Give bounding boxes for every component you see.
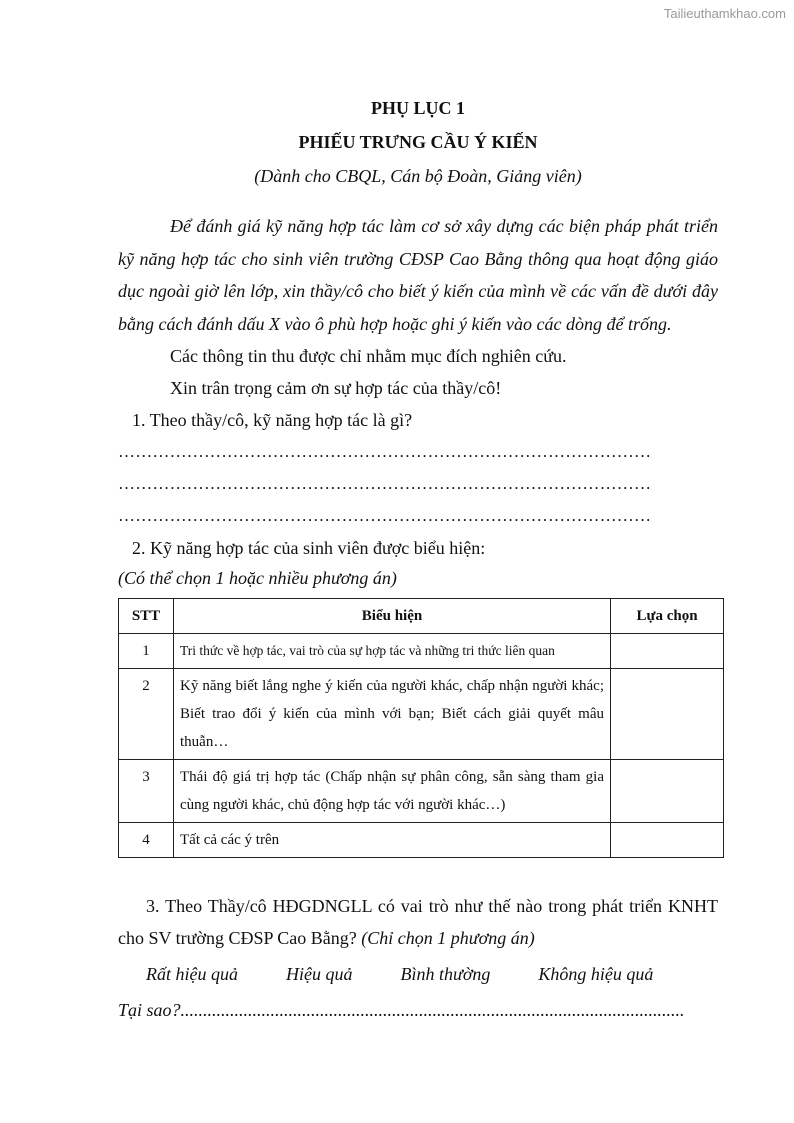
row-text: Kỹ năng biết lắng nghe ý kiến của người khác, chấp nhận người khác; Biết trao đổi ý kiến của mình với bạn; Biết cách giải quyết mâu thuẫn… (174, 669, 611, 760)
question-1: 1. Theo thầy/cô, kỹ năng hợp tác là gì? (132, 410, 413, 430)
question-3 (118, 890, 718, 954)
table-row (119, 669, 724, 760)
row-stt: 1 (119, 634, 174, 669)
selection-cell[interactable] (611, 823, 724, 858)
table-row (119, 823, 724, 858)
table-row (119, 634, 724, 669)
question-2-note: (Có thể chọn 1 hoặc nhiều phương án) (118, 568, 397, 588)
intro-paragraph: Để đánh giá kỹ năng hợp tác làm cơ sở xây dựng các biện pháp phát triển kỹ năng hợp tác cho sinh viên trường CĐSP Cao Bằng thông qua hoạt động giáo dục ngoài giờ lên lớp, xin thầy/cô cho biết ý kiến của mình về các vấn đề dưới đây bằng cách đánh dấu X vào ô phù hợp hoặc ghi ý kiến vào các dòng để trống. (118, 216, 718, 334)
header-lua-chon: Lựa chọn (611, 599, 724, 634)
row-text: Thái độ giá trị hợp tác (Chấp nhận sự phân công, sẵn sàng tham gia cùng người khác, chủ động hợp tác với người khác…) (174, 760, 611, 823)
header-bieu-hien: Biểu hiện (174, 599, 611, 634)
choice-rat-hieu-qua[interactable]: Rất hiệu quả (146, 964, 238, 984)
row-stt: 3 (119, 760, 174, 823)
question-2: 2. Kỹ năng hợp tác của sinh viên được biểu hiện: (132, 538, 486, 558)
watermark: Tailieuthamkhao.com (663, 6, 786, 21)
row-text: Tất cả các ý trên (174, 823, 611, 858)
table-row (119, 760, 724, 823)
form-title: PHIẾU TRƯNG CẦU Ý KIẾN (298, 132, 538, 152)
selection-cell[interactable] (611, 669, 724, 760)
options-table (118, 598, 724, 858)
answer-line-2[interactable]: ………………………………………………………………………………… (118, 474, 652, 493)
choice-hieu-qua[interactable]: Hiệu quả (286, 964, 353, 984)
selection-cell[interactable] (611, 634, 724, 669)
answer-line-1[interactable]: ………………………………………………………………………………… (118, 442, 652, 461)
question-3-note: (Chỉ chọn 1 phương án) (361, 928, 535, 948)
answer-line-3[interactable]: ………………………………………………………………………………… (118, 506, 652, 525)
header-stt: STT (119, 599, 174, 634)
thanks-line: Xin trân trọng cảm ơn sự hợp tác của thầy/cô! (170, 378, 502, 398)
question-3-text: 3. Theo Thầy/cô HĐGDNGLL có vai trò như thế nào trong phát triển KNHT cho SV trường CĐSP Cao Bằng? (118, 896, 718, 948)
selection-cell[interactable] (611, 760, 724, 823)
document-page (118, 96, 718, 1026)
choice-khong-hieu-qua[interactable]: Không hiệu quả (538, 964, 654, 984)
table-header-row (119, 599, 724, 634)
row-stt: 2 (119, 669, 174, 760)
row-stt: 4 (119, 823, 174, 858)
row-text: Tri thức về hợp tác, vai trò của sự hợp tác và những tri thức liên quan (174, 634, 611, 669)
question-3-choices (146, 958, 718, 990)
info-line: Các thông tin thu được chỉ nhằm mục đích nghiên cứu. (170, 346, 567, 366)
form-subtitle: (Dành cho CBQL, Cán bộ Đoàn, Giảng viên) (254, 166, 582, 186)
appendix-heading: PHỤ LỤC 1 (371, 98, 465, 118)
why-line[interactable]: Tại sao?................................................................................................................ (118, 1000, 685, 1020)
choice-binh-thuong[interactable]: Bình thường (400, 964, 491, 984)
